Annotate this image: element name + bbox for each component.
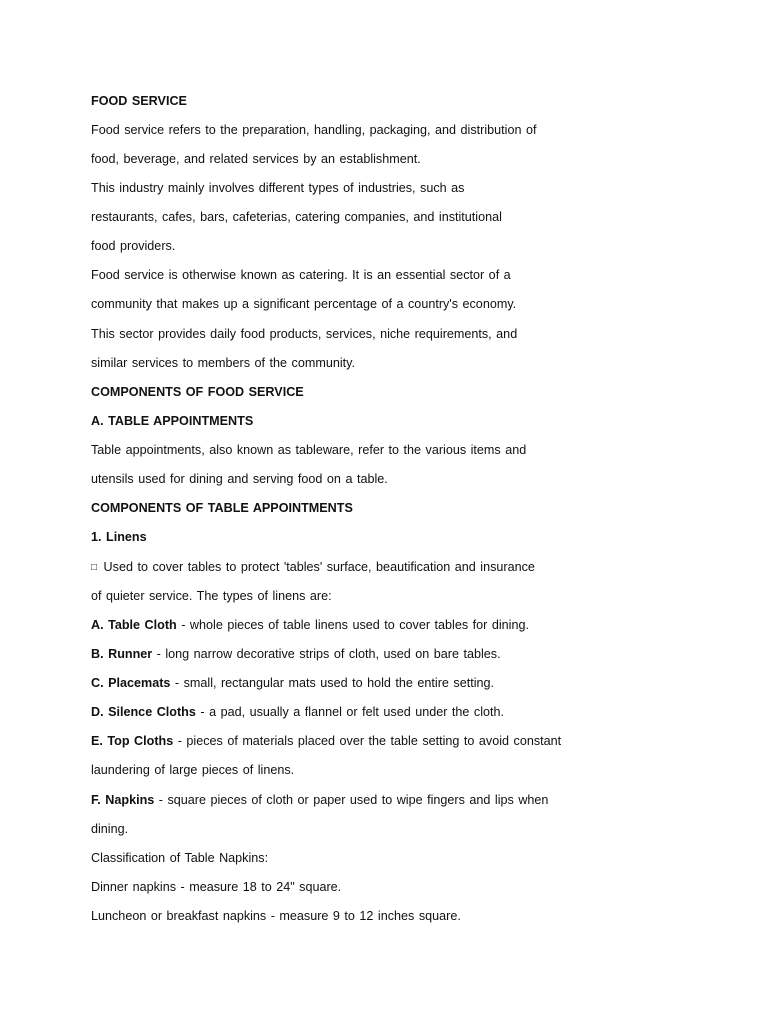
linen-item-desc: - square pieces of cloth or paper used to wipe fingers and lips when <box>154 793 549 807</box>
linen-item-desc: - long narrow decorative strips of cloth, used on bare tables. <box>152 647 501 661</box>
paragraph-line: laundering of large pieces of linens. <box>91 763 295 777</box>
linen-item-placemats <box>91 675 494 691</box>
linens-description-line <box>91 559 535 575</box>
linen-item-table-cloth <box>91 617 529 633</box>
missing-glyph-icon: □ <box>91 562 98 573</box>
paragraph-line: dining. <box>91 822 129 836</box>
linen-item-top-cloths <box>91 733 561 749</box>
linen-item-desc: - pieces of materials placed over the table setting to avoid constant <box>173 734 562 748</box>
linen-item-napkins <box>91 792 548 808</box>
paragraph-line: restaurants, cafes, bars, cafeterias, catering companies, and institutional <box>91 210 502 224</box>
heading-components-of-table-appointments: COMPONENTS OF TABLE APPOINTMENTS <box>91 501 353 515</box>
paragraph-line: similar services to members of the community. <box>91 356 356 370</box>
paragraph-line: Table appointments, also known as tableware, refer to the various items and <box>91 443 527 457</box>
paragraph-line: food providers. <box>91 239 176 253</box>
linen-item-term: E. Top Cloths <box>91 734 174 748</box>
linen-item-desc: - whole pieces of table linens used to cover tables for dining. <box>176 618 529 632</box>
linen-item-term: B. Runner <box>91 647 153 661</box>
paragraph-line: This industry mainly involves different types of industries, such as <box>91 181 465 195</box>
paragraph-line: food, beverage, and related services by an establishment. <box>91 152 421 166</box>
heading-linens: 1. Linens <box>91 530 147 544</box>
paragraph-line: Food service refers to the preparation, handling, packaging, and distribution of <box>91 123 537 137</box>
linen-item-term: C. Placemats <box>91 676 171 690</box>
linen-item-desc: - a pad, usually a flannel or felt used under the cloth. <box>195 705 505 719</box>
heading-table-appointments: A. TABLE APPOINTMENTS <box>91 414 254 428</box>
paragraph-line: community that makes up a significant percentage of a country's economy. <box>91 297 517 311</box>
paragraph-line: This sector provides daily food products, services, niche requirements, and <box>91 327 518 341</box>
paragraph-line: Dinner napkins - measure 18 to 24" square. <box>91 880 342 894</box>
linen-item-desc: - small, rectangular mats used to hold the entire setting. <box>170 676 495 690</box>
heading-food-service: FOOD SERVICE <box>91 94 187 108</box>
heading-components-of-food-service: COMPONENTS OF FOOD SERVICE <box>91 385 304 399</box>
linens-text: Used to cover tables to protect 'tables' surface, beautification and insurance <box>99 560 535 574</box>
paragraph-line: of quieter service. The types of linens are: <box>91 589 332 603</box>
paragraph-line: Luncheon or breakfast napkins - measure 9 to 12 inches square. <box>91 909 461 923</box>
paragraph-line: Food service is otherwise known as catering. It is an essential sector of a <box>91 268 511 282</box>
linen-item-term: A. Table Cloth <box>91 618 177 632</box>
paragraph-line: Classification of Table Napkins: <box>91 851 269 865</box>
linen-item-runner <box>91 646 501 662</box>
linen-item-term: F. Napkins <box>91 793 155 807</box>
paragraph-line: utensils used for dining and serving food on a table. <box>91 472 388 486</box>
linen-item-silence-cloths <box>91 704 504 720</box>
linen-item-term: D. Silence Cloths <box>91 705 196 719</box>
